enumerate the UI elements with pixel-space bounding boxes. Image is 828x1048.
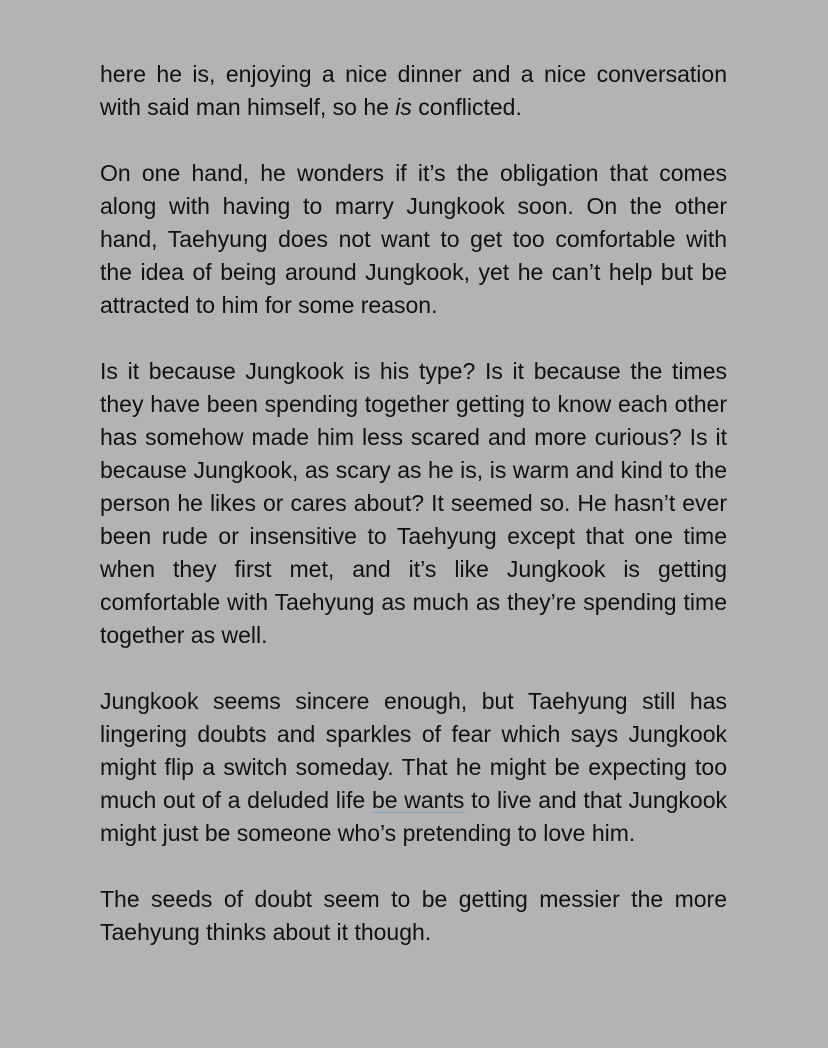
paragraph-1-italic-is: is — [395, 94, 412, 120]
document-page — [100, 58, 727, 949]
paragraph-2-text: On one hand, he wonders if it’s the obligation that comes along with having to marry Jungkook soon. On the other hand, Taehyung does not want to get too comfortable with the idea of being around Jungkook, yet he can’t help but be attracted to him for some reason. — [100, 160, 727, 318]
spellcheck-underlined-text[interactable]: be wants — [371, 787, 465, 813]
paragraph-3 — [100, 355, 727, 652]
paragraph-1 — [100, 58, 727, 124]
paragraph-1-text-b: conflicted. — [411, 94, 522, 120]
paragraph-5 — [100, 883, 727, 949]
paragraph-4 — [100, 685, 727, 850]
paragraph-5-text: The seeds of doubt seem to be getting messier the more Taehyung thinks about it though. — [100, 886, 727, 945]
paragraph-3-text: Is it because Jungkook is his type? Is it because the times they have been spending together getting to know each other has somehow made him less scared and more curious? Is it because Jungkook, as scary as he is, is warm and kind to the person he likes or cares about? It seemed so. He hasn’t ever been rude or insensitive to Taehyung except that one time when they first met, and it’s like Jungkook is getting comfortable with Taehyung as much as they’re spending time together as well. — [100, 358, 727, 648]
paragraph-1-text-a: here he is, enjoying a nice dinner and a nice conversation with said man himself, so he — [100, 61, 727, 120]
paragraph-4-text-b: to live and that Jungkook might just be someone who’s pretending to love him. — [100, 787, 728, 846]
paragraph-4-text-a: Jungkook seems sincere enough, but Taehyung still has lingering doubts and sparkles of fear which says Jungkook might flip a switch someday. That he might be expecting too much out of a deluded life — [100, 688, 727, 813]
paragraph-2 — [100, 157, 727, 322]
